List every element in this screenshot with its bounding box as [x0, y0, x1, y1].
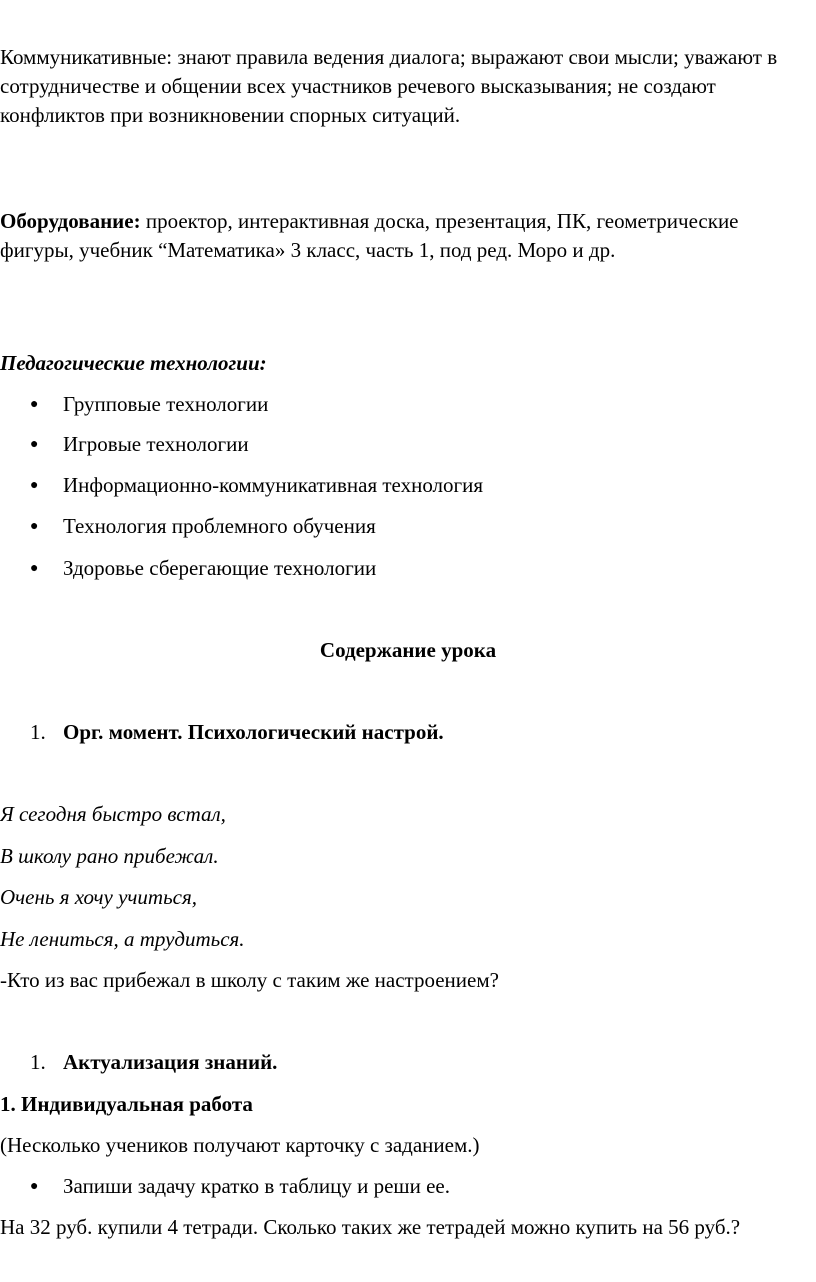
question-text: -Кто из вас прибежал в школу с таким же настроением?: [0, 968, 499, 992]
cards-note: (Несколько учеников получают карточку с заданием.): [0, 1133, 480, 1157]
section-number: 1.: [30, 1050, 46, 1074]
bullet-icon: ●: [30, 561, 39, 576]
poem-line: Очень я хочу учиться,: [0, 885, 197, 909]
bullet-icon: ●: [30, 437, 39, 452]
problem-text: На 32 руб. купили 4 тетради. Сколько таких же тетрадей можно купить на 56 руб.?: [0, 1215, 741, 1239]
poem-line: Не лениться, а трудиться.: [0, 927, 245, 951]
section-title: Орг. момент. Психологический настрой.: [63, 720, 444, 744]
individual-work-heading: 1. Индивидуальная работа: [0, 1092, 253, 1116]
poem-line: Я сегодня быстро встал,: [0, 802, 226, 826]
content-heading: Содержание урока: [319, 638, 497, 662]
bullet-icon: ●: [30, 519, 39, 534]
bullet-icon: ●: [30, 1179, 39, 1194]
equipment-text: проектор, интерактивная доска, презентация, ПК, геометрические фигуры, учебник “Математика» 3 класс, часть 1, под ред. Моро и др.: [0, 209, 739, 262]
equipment-paragraph: [0, 207, 808, 265]
bullet-icon: ●: [30, 397, 39, 412]
section-number: 1.: [30, 720, 46, 744]
bullet-icon: ●: [30, 478, 39, 493]
equipment-label: Оборудование:: [0, 209, 141, 233]
communicative-paragraph: Коммуникативные: знают правила ведения диалога; выражают свои мысли; уважают в сотрудничестве и общении всех участников речевого высказывания; не создают конфликтов при возникновении спорных ситуаций.: [0, 45, 778, 127]
poem-line: В школу рано прибежал.: [0, 844, 219, 868]
section-title: Актуализация знаний.: [63, 1050, 278, 1074]
technologies-heading: Педагогические технологии:: [0, 351, 267, 375]
